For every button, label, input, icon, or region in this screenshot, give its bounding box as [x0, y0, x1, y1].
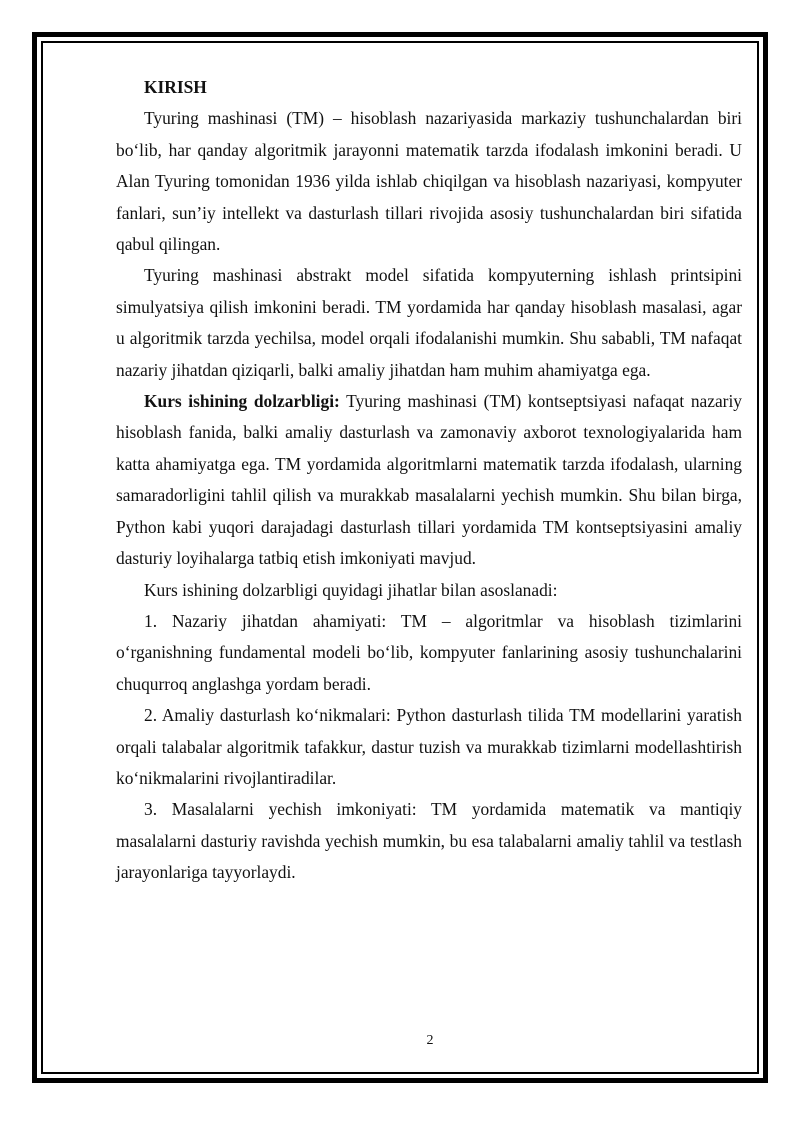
paragraph-basis: Kurs ishining dolzarbligi quyidagi jihatlar bilan asoslanadi: — [144, 579, 558, 600]
section-heading: KIRISH — [144, 77, 207, 97]
paragraph-model: Tyuring mashinasi abstrakt model sifatida kompyuterning ishlash printsipini simulyatsiya qilish imkonini beradi. TM yordamida har qanday hisoblash masalasi, agar u algoritmik tarzda yechilsa, model orqali ifodalanishi mumkin. Shu sababli, TM nafaqat nazariy jihatdan qiziqarli, balki amaliy jihatdan ham muhim ahamiyatga ega. — [116, 265, 742, 380]
list-item-theory: 1. Nazariy jihatdan ahamiyati: TM – algoritmlar va hisoblash tizimlarini o‘rganishning fundamental modeli bo‘lib, kompyuter fanlarining asosiy tushunchalarini chuqurroq anglashga yordam beradi. — [116, 610, 742, 694]
page-number: 2 — [426, 1033, 434, 1048]
paragraph-intro: Tyuring mashinasi (TM) – hisoblash nazariyasida markaziy tushunchalardan biri bo‘lib, har qanday algoritmik jarayonni matematik tarzda ifodalash imkonini beradi. U Alan Tyuring tomonidan 1936 yilda ishlab chiqilgan va hisoblash nazariyasi, kompyuter fanlari, sun’iy intellekt va dasturlash tillari rivojida asosiy tushunchalardan biri sifatida qabul qilingan. — [116, 108, 742, 255]
list-item-practice: 2. Amaliy dasturlash ko‘nikmalari: Python dasturlash tilida TM modellarini yaratish orqali talabalar algoritmik tafakkur, dastur tuzish va murakkab tizimlarni modellashtirish ko‘nikmalarini rivojlantiradilar. — [116, 705, 742, 788]
document-body — [116, 72, 742, 889]
relevance-body: Tyuring mashinasi (TM) kontseptsiyasi nafaqat nazariy hisoblash fanida, balki amaliy dasturlash va zamonaviy axborot texnologiyalarida ham katta ahamiyatga ega. TM yordamida algoritmlarni matematik tarzda ifodalash, ularning samaradorligini tahlil qilish va murakkab masalalarni yechish mumkin. Shu bilan birga, Python kabi yuqori darajadagi dasturlash tillari yordamida TM kontseptsiyasini amaliy dasturiy loyihalarga tatbiq etish imkoniyati mavjud. — [116, 391, 742, 569]
list-item-problems: 3. Masalalarni yechish imkoniyati: TM yordamida matematik va mantiqiy masalalarni dasturiy ravishda yechish mumkin, bu esa talabalarni amaliy tahlil va testlash jarayonlariga tayyorlaydi. — [116, 799, 742, 883]
paragraph-relevance — [116, 386, 742, 574]
relevance-lead: Kurs ishining dolzarbligi: — [144, 391, 340, 412]
